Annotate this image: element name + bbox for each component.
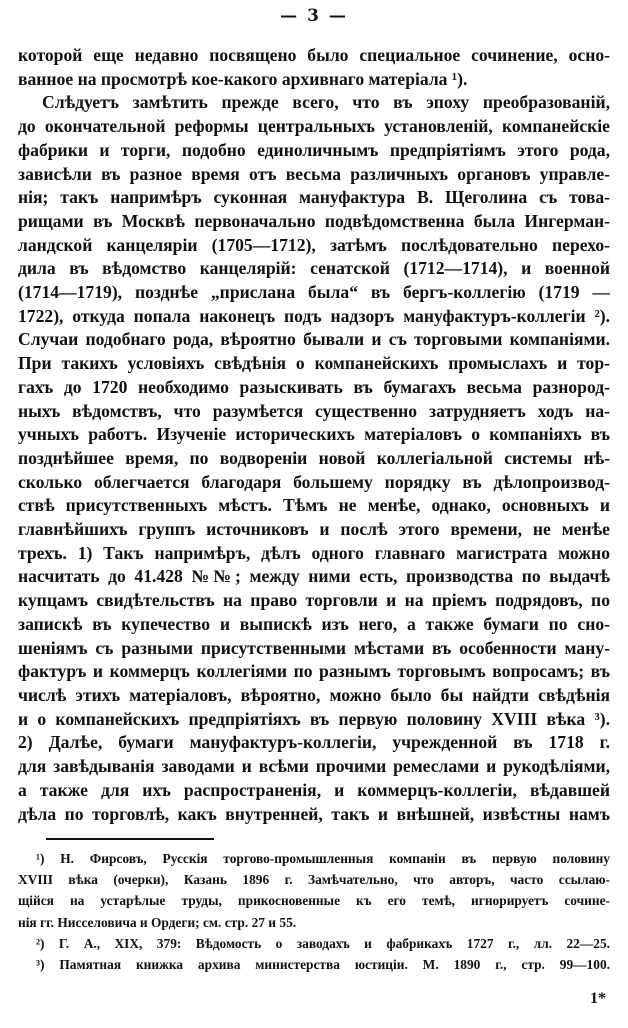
signature-mark: 1* [590, 990, 606, 1007]
text-line: трехъ. 1) Такъ напримѣръ, дѣлъ одного главнаго магистрата можно [18, 542, 610, 563]
text-line: ландской канцеляріи (1705—1712), затѣмъ послѣдовательно перехо- [18, 234, 610, 255]
footnote-line: ³) Памятная книжка архива министерства юстиціи. М. 1890 г., стр. 99—100. [36, 957, 610, 973]
text-line: зависѣли въ разное время отъ весьма различныхъ органовъ управле- [18, 163, 610, 184]
text-line: 2) Далѣе, бумаги мануфактуръ-коллегіи, учрежденной въ 1718 г. [18, 732, 610, 753]
footnote-divider [46, 838, 214, 840]
footnote-line: ¹) Н. Фирсовъ, Русскія торгово-промышленныя компаніи въ первую половину [36, 851, 610, 866]
footnotes [18, 848, 610, 975]
text-line: позднѣйшее время, по водвореніи новой коллегіальной системы нѣ- [18, 447, 610, 468]
text-line: главнѣйшихъ группъ источниковъ и послѣ этого времени, не менѣе [18, 519, 610, 540]
text-line: шеніямъ съ разными присутственными мѣстами въ особенности ману- [18, 637, 610, 658]
text-line: для завѣдыванія заводами и всѣми прочими ремеслами и рукодѣліями, [18, 756, 610, 777]
text-line: и о компанейскихъ предпріятіяхъ въ первую половину XVIII вѣка ³). [18, 708, 610, 729]
text-line: ванное на просмотрѣ кое-какого архивнаго матеріала ¹). [18, 68, 468, 89]
text-line: Слѣдуетъ замѣтить прежде всего, что въ эпоху преобразованій, [42, 92, 610, 113]
footnote-line: нія гг. Нисселовича и Ордеги; см. стр. 27 и 55. [18, 914, 297, 930]
text-line: фабрики и торги, подобно единоличнымъ предпріятіямъ этого рода, [18, 139, 610, 160]
text-line: числѣ этихъ матеріаловъ, вѣроятно, можно было бы найдти свѣдѣнія [18, 684, 610, 705]
text-line: дѣла по торговлѣ, какъ внутренней, такъ и внѣшней, извѣстны намъ [18, 803, 610, 824]
text-line: ствѣ присутственныхъ мѣстъ. Тѣмъ не менѣе, однако, основныхъ и [18, 495, 610, 516]
text-line: гахъ до 1720 необходимо разыскивать въ бумагахъ весьма разнород- [18, 376, 610, 397]
footnote-line: XVIII вѣка (очерки), Казань 1896 г. Замѣчательно, что авторъ, часто ссылаю- [18, 872, 610, 888]
text-line: сколько облегчается благодаря большему порядку въ дѣлопроизвод- [18, 471, 610, 492]
text-line: дила въ вѣдомство канцелярій: сенатской (1712—1714), и военной [18, 258, 610, 279]
text-line: до окончательной реформы центральныхъ установленій, компанейскіе [18, 116, 610, 137]
text-line: рищами въ Москвѣ первоначально подвѣдомственна была Ингерман- [18, 210, 610, 231]
text-line: учныхъ работъ. Изученіе историческихъ матеріаловъ о компаніяхъ въ [18, 424, 610, 445]
text-line: ныхъ вѣдомствъ, что разумѣется существенно затрудняетъ ходъ на- [18, 400, 610, 421]
footnote-line: щійся на устарѣлые труды, прикосновенные къ его темѣ, игнорируетъ сочине- [18, 893, 610, 909]
footnote-line: ²) Г. А., XIX, 379: Вѣдомость о заводахъ и фабрикахъ 1727 г., лл. 22—25. [36, 935, 610, 951]
text-line: а также для ихъ распространенія, и коммерцъ-коллегіи, вѣдавшей [18, 779, 610, 800]
text-line: которой еще недавно посвящено было специальное сочинение, осно- [18, 45, 610, 65]
text-line: При такихъ условіяхъ свѣдѣнія о компанейскихъ промыслахъ и тор- [18, 353, 610, 374]
text-line: нія; такъ напримѣръ суконная мануфактура В. Щеголина съ това- [18, 187, 610, 208]
text-line: купцамъ свидѣтельствъ на право торговли и на пріемъ подрядовъ, по [18, 590, 610, 611]
text-line: Случаи подобнаго рода, вѣроятно бывали и съ торговыми компаніями. [18, 329, 610, 350]
text-line: 1722), откуда попала наконецъ подъ надзоръ мануфактуръ-коллегіи ²). [18, 305, 610, 326]
text-line: запискѣ въ купечество и выпискѣ изъ него, а также бумаги по сно- [18, 613, 610, 634]
text-line: фактуръ и коммерцъ коллегіями по разнымъ торговымъ вопросамъ; въ [18, 661, 610, 682]
text-line: (1714—1719), позднѣе „прислана была“ въ бергъ-коллегію (1719 — [18, 282, 610, 303]
text-line: насчитать до 41.428 №№; между ними есть, производства по выдачѣ [18, 566, 610, 587]
page-number-header: — 3 — [280, 6, 348, 26]
main-text [18, 44, 610, 826]
